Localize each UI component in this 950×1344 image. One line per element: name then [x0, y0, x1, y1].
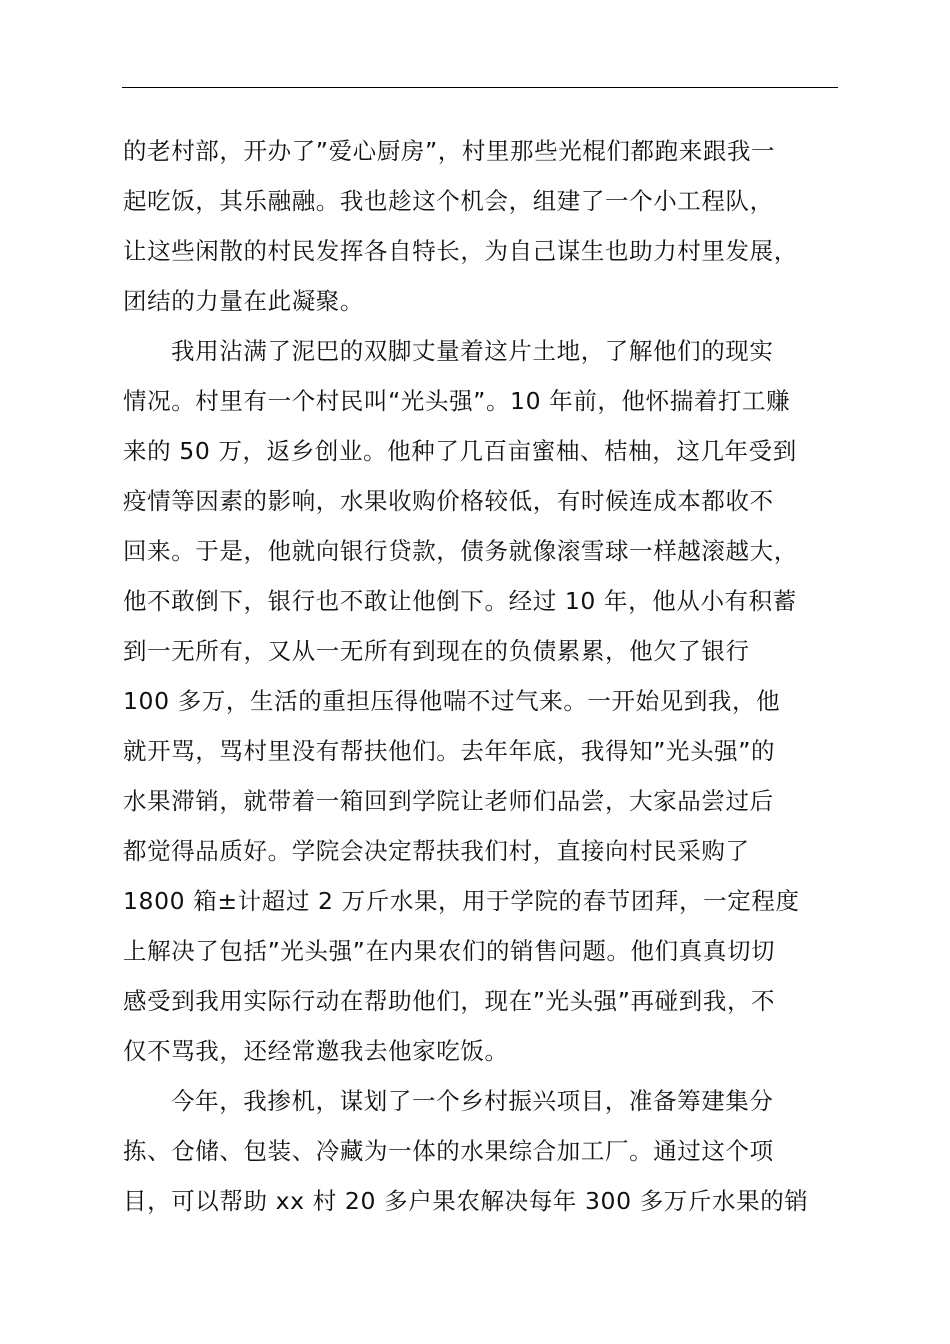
- text-line: 都觉得品质好。学院会决定帮扶我们村，直接向村民采购了: [123, 837, 750, 865]
- text-line: 目，可以帮助 xx 村 20 多户果农解决每年 300 多万斤水果的销: [123, 1187, 809, 1215]
- text-line: 仅不骂我，还经常邀我去他家吃饭。: [123, 1037, 509, 1065]
- text-line: 情况。村里有一个村民叫“光头强”。10 年前，他怀揣着打工赚: [123, 387, 791, 415]
- text-line: 团结的力量在此凝聚。: [123, 287, 364, 315]
- text-line: 起吃饭，其乐融融。我也趁这个机会，组建了一个小工程队，: [123, 187, 774, 215]
- text-line: 1800 箱±计超过 2 万斤水果，用于学院的春节团拜，一定程度: [123, 887, 800, 915]
- text-line: 到一无所有，又从一无所有到现在的负债累累，他欠了银行: [123, 637, 750, 665]
- document-body: [123, 126, 843, 1226]
- text-line: 回来。于是，他就向银行贷款，债务就像滚雪球一样越滚越大，: [123, 537, 798, 565]
- text-line: 疫情等因素的影响，水果收购价格较低，有时候连成本都收不: [123, 487, 774, 515]
- text-line: 他不敢倒下，银行也不敢让他倒下。经过 10 年，他从小有积蓄: [123, 587, 797, 615]
- header-rule: [122, 87, 838, 88]
- text-line: 水果滞销，就带着一箱回到学院让老师们品尝，大家品尝过后: [123, 787, 774, 815]
- text-line: 就开骂，骂村里没有帮扶他们。去年年底，我得知”光头强”的: [123, 737, 776, 765]
- text-line: 拣、仓储、包装、冷藏为一体的水果综合加工厂。通过这个项: [123, 1137, 774, 1165]
- text-line: 的老村部，开办了”爱心厨房”，村里那些光棍们都跑来跟我一: [123, 137, 776, 165]
- paragraph-start-line: 今年，我掺机，谋划了一个乡村振兴项目，准备筹建集分: [171, 1087, 774, 1115]
- text-line: 让这些闲散的村民发挥各自特长，为自己谋生也助力村里发展，: [123, 237, 798, 265]
- text-line: 上解决了包括”光头强”在内果农们的销售问题。他们真真切切: [123, 937, 776, 965]
- text-line: 感受到我用实际行动在帮助他们，现在”光头强”再碰到我，不: [123, 987, 776, 1015]
- paragraph-start-line: 我用沾满了泥巴的双脚丈量着这片土地，了解他们的现实: [171, 337, 774, 365]
- text-line: 来的 50 万，返乡创业。他种了几百亩蜜柚、桔柚，这几年受到: [123, 437, 797, 465]
- text-line: 100 多万，生活的重担压得他喘不过气来。一开始见到我，他: [123, 687, 781, 715]
